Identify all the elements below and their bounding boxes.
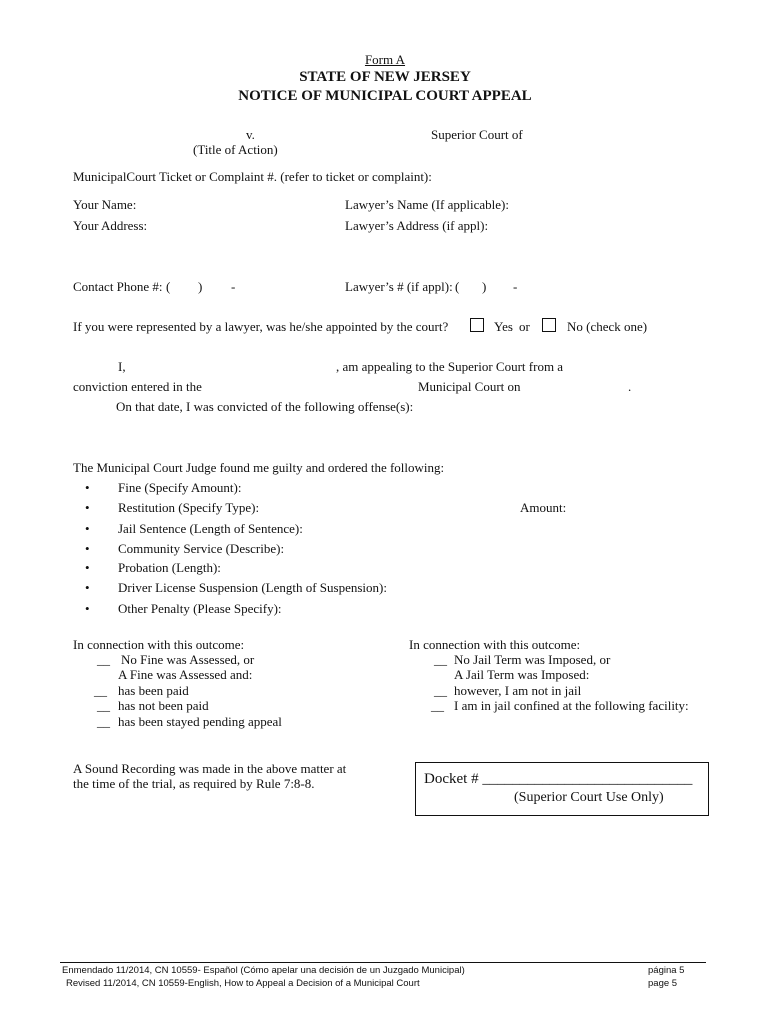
no-checkbox[interactable]: [542, 318, 556, 332]
fine-blank[interactable]: __: [97, 714, 110, 729]
fine-blank[interactable]: __: [94, 683, 107, 698]
lawyer-name-label: Lawyer’s Name (If applicable):: [345, 197, 509, 212]
appeal-conviction-text: conviction entered in the: [73, 379, 202, 394]
no-label: No (check one): [567, 319, 648, 334]
fine-blank[interactable]: __: [97, 698, 110, 713]
list-item: Restitution (Specify Type):: [118, 500, 260, 515]
list-item: Probation (Length):: [118, 560, 221, 575]
jail-option: however, I am not in jail: [454, 683, 582, 698]
footer-english: Revised 11/2014, CN 10559-English, How to Appeal a Decision of a Municipal Court: [66, 978, 420, 989]
sound-recording-line2: the time of the trial, as required by Rule 7:8-8.: [73, 776, 315, 791]
lawyer-phone-paren-open: (: [455, 279, 460, 294]
jail-blank[interactable]: __: [431, 698, 444, 713]
jail-blank[interactable]: __: [434, 683, 447, 698]
list-item: Community Service (Describe):: [118, 541, 285, 556]
footer-divider: [60, 962, 706, 963]
your-address-label: Your Address:: [73, 218, 148, 233]
page-subtitle: NOTICE OF MUNICIPAL COURT APPEAL: [238, 88, 532, 104]
fine-option: has been paid: [118, 683, 189, 698]
yes-label: Yes: [494, 319, 513, 334]
bullet: •: [85, 500, 90, 515]
lawyer-phone-paren-close: ): [482, 279, 487, 294]
fine-option: No Fine was Assessed, or: [121, 652, 255, 667]
amount-label: Amount:: [520, 500, 567, 515]
lawyer-phone-label: Lawyer’s # (if appl):: [345, 279, 453, 294]
contact-phone-paren-open: (: [166, 279, 171, 294]
appeal-convicted-of: On that date, I was convicted of the following offense(s):: [116, 399, 414, 414]
page-title: STATE OF NEW JERSEY: [299, 69, 471, 85]
list-item: Driver License Suspension (Length of Suspension):: [118, 580, 387, 595]
lawyer-address-label: Lawyer’s Address (if appl):: [345, 218, 489, 233]
appeal-i-label: I,: [118, 359, 126, 374]
jail-outcome-heading: In connection with this outcome:: [409, 637, 581, 652]
fine-outcome-heading: In connection with this outcome:: [73, 637, 245, 652]
appeal-period: .: [628, 379, 632, 394]
fine-option: has not been paid: [118, 698, 209, 713]
or-label: or: [519, 319, 530, 334]
bullet: •: [85, 580, 90, 595]
jail-option: I am in jail confined at the following facility:: [454, 698, 689, 713]
contact-phone-dash: -: [231, 279, 236, 294]
judgment-intro: The Municipal Court Judge found me guilty and ordered the following:: [73, 460, 445, 475]
your-name-label: Your Name:: [73, 197, 137, 212]
footer-page-english: page 5: [648, 978, 678, 989]
fine-option: has been stayed pending appeal: [118, 714, 282, 729]
caption-superior-court: Superior Court of: [431, 127, 523, 142]
appeal-municipal-court-on: Municipal Court on: [418, 379, 521, 394]
footer-spanish: Enmendado 11/2014, CN 10559- Español (Cómo apelar una decisión de un Juzgado Municipal): [62, 965, 465, 976]
lawyer-phone-dash: -: [513, 279, 518, 294]
fine-blank[interactable]: __: [97, 652, 110, 667]
list-item: Other Penalty (Please Specify):: [118, 601, 282, 616]
jail-blank[interactable]: __: [434, 652, 447, 667]
caption-versus: v.: [246, 127, 255, 142]
caption-title-of-action: (Title of Action): [193, 142, 278, 157]
bullet: •: [85, 560, 90, 575]
contact-phone-label: Contact Phone #:: [73, 279, 163, 294]
represented-question: If you were represented by a lawyer, was he/she appointed by the court?: [73, 319, 449, 334]
ticket-complaint-label: MunicipalCourt Ticket or Complaint #. (refer to ticket or complaint):: [73, 169, 432, 184]
bullet: •: [85, 480, 90, 495]
fine-option: A Fine was Assessed and:: [118, 667, 253, 682]
docket-number-field[interactable]: Docket # ____________________________: [424, 771, 693, 787]
bullet: •: [85, 541, 90, 556]
list-item: Fine (Specify Amount):: [118, 480, 242, 495]
yes-checkbox[interactable]: [470, 318, 484, 332]
appeal-appealing-text: , am appealing to the Superior Court from a: [336, 359, 564, 374]
contact-phone-paren-close: ): [198, 279, 203, 294]
list-item: Jail Sentence (Length of Sentence):: [118, 521, 303, 536]
bullet: •: [85, 601, 90, 616]
docket-note: (Superior Court Use Only): [514, 790, 664, 805]
footer-page-spanish: página 5: [648, 965, 685, 976]
bullet: •: [85, 521, 90, 536]
jail-option: No Jail Term was Imposed, or: [454, 652, 611, 667]
jail-option: A Jail Term was Imposed:: [454, 667, 590, 682]
sound-recording-line1: A Sound Recording was made in the above matter at: [73, 761, 347, 776]
form-label: Form A: [364, 52, 406, 67]
